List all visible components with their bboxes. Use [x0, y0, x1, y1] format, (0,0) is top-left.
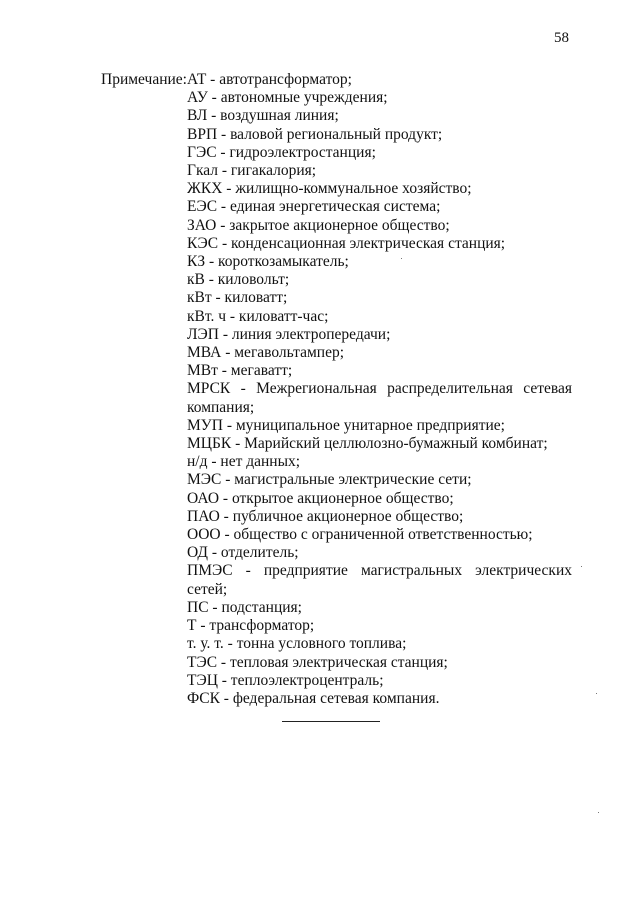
note-label: Примечание:	[101, 71, 187, 88]
scan-speck	[598, 812, 599, 813]
abbreviation-entry: ОАО - открытое акционерное общество;	[187, 489, 454, 507]
abbreviation-entry: ПС - подстанция;	[187, 598, 302, 616]
abbreviation-entry: кВт. ч - киловатт-час;	[187, 307, 329, 325]
abbreviation-entry: ЖКХ - жилищно-коммунальное хозяйство;	[187, 180, 472, 198]
abbreviation-entry: МВт - мегаватт;	[187, 362, 293, 380]
abbreviation-entry: т. у. т. - тонна условного топлива;	[187, 635, 407, 653]
abbreviation-entry: кВ - киловольт;	[187, 271, 290, 289]
abbreviation-entry: ОД - отделитель;	[187, 544, 299, 562]
abbreviation-entry: ЕЭС - единая энергетическая система;	[187, 198, 441, 216]
abbreviation-entry: АУ - автономные учреждения;	[187, 89, 388, 107]
end-divider-line	[282, 721, 380, 722]
abbreviation-entry: ГЭС - гидроэлектростанция;	[187, 143, 376, 161]
abbreviation-entry: ВРП - валовой региональный продукт;	[187, 125, 443, 143]
abbreviation-entry: ЛЭП - линия электропередачи;	[187, 325, 391, 343]
abbreviation-entry: МВА - мегавольтампер;	[187, 344, 345, 362]
scan-speck	[401, 258, 402, 259]
page-number: 58	[554, 30, 569, 46]
abbreviation-entry: МРСК - Межрегиональная распределительная сетевая компания;	[187, 380, 572, 416]
abbreviation-entry: ПАО - публичное акционерное общество;	[187, 507, 464, 525]
abbreviation-entry: ПМЭС - предприятие магистральных электрических сетей;	[187, 562, 572, 598]
scan-speck	[581, 566, 582, 567]
abbreviation-entry: н/д - нет данных;	[187, 453, 301, 471]
abbreviation-entry: АТ - автотрансформатор;	[187, 71, 352, 88]
abbreviation-entry: ТЭС - тепловая электрическая станция;	[187, 653, 448, 671]
abbreviation-list	[187, 71, 572, 708]
abbreviation-entry: ЗАО - закрытое акционерное общество;	[187, 216, 450, 234]
abbreviation-entry: Т - трансформатор;	[187, 617, 315, 635]
scan-speck	[596, 693, 597, 694]
abbreviation-entry: ВЛ - воздушная линия;	[187, 107, 339, 125]
abbreviation-entry: КЗ - короткозамыкатель;	[187, 253, 349, 271]
abbreviation-entry: МЦБК - Марийский целлюлозно-бумажный комбинат;	[187, 435, 548, 453]
abbreviation-entry: МЭС - магистральные электрические сети;	[187, 471, 472, 489]
abbreviation-entry: ООО - общество с ограниченной ответственностью;	[187, 526, 533, 544]
abbreviation-entry: Гкал - гигакалория;	[187, 162, 317, 180]
abbreviation-entry: КЭС - конденсационная электрическая станция;	[187, 234, 506, 252]
abbreviation-entry: ФСК - федеральная сетевая компания.	[187, 689, 440, 707]
abbreviation-entry: МУП - муниципальное унитарное предприятие;	[187, 416, 505, 434]
abbreviation-entry: ТЭЦ - теплоэлектроцентраль;	[187, 671, 384, 689]
abbreviation-entry: кВт - киловатт;	[187, 289, 288, 307]
